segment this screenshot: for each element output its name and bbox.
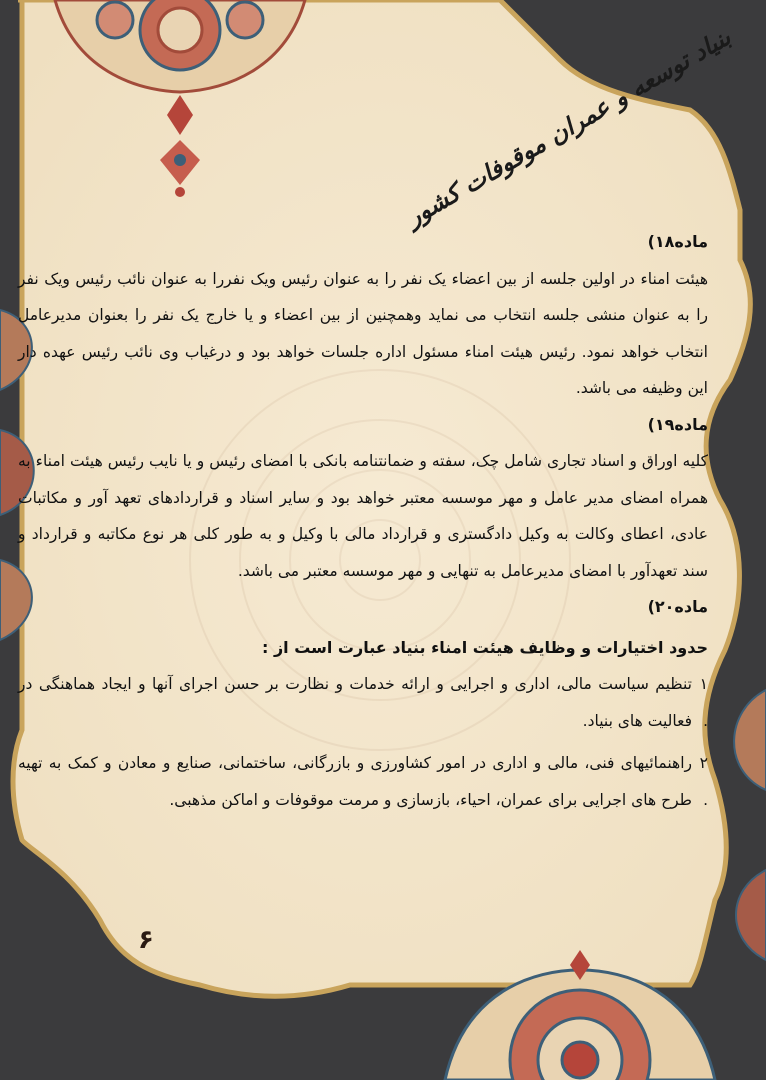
list-item-text: راهنمائیهای فنی، مالی و اداری در امور کشاورزی و بازرگانی، ساختمانی، صنایع و معادن و کمک به تهیه طرح های اجرایی برای عمران، احیاء، بازسازی و مرمت موقوفات و اماکن مذهبی. — [18, 754, 692, 809]
logo-text: بنیاد توسعه و عمران موقوفات کشور — [401, 22, 736, 232]
article-19-heading: ماده۱۹) — [647, 414, 708, 434]
foundation-logo — [401, 22, 736, 232]
bottom-ornament-icon — [445, 950, 715, 1080]
page-number: ۶ — [138, 925, 154, 955]
list-item-text: تنظیم سیاست مالی، اداری و اجرایی و ارائه خدمات و نظارت بر حسن اجرای آنها و ایجاد هماهنگی در فعالیت های بنیاد. — [18, 675, 692, 730]
list-item-number: ۲ . — [699, 754, 708, 809]
article-content — [18, 224, 708, 818]
article-18-heading: ماده۱۸) — [647, 232, 708, 251]
article-18-text: هیئت امناء در اولین جلسه از بین اعضاء یک نفر را به عنوان رئیس ویک نفررا به عنوان نائب رئیس ویک نفر را به عنوان منشی جلسه انتخاب می نماید وهمچنین از بین اعضاء و یا خارج یک نفر را بعنوان مدیرعامل انتخاب خواهد نمود. رئیس هیئت امناء مسئول اداره جلسات خواهد بود و درغیاب وی نائب رئیس عهده دار این وظیفه می باشد. — [18, 269, 708, 397]
article-20-heading: ماده۲۰) — [647, 597, 708, 616]
list-item — [18, 666, 708, 739]
top-ornament-icon — [55, 0, 305, 200]
article-19-text: کلیه اوراق و اسناد تجاری شامل چک، سفته و ضمانتنامه بانکی با امضای رئیس و یا نایب رئیس هیئت امناء به همراه امضای مدیر عامل و مهر موسسه معتبر خواهد بود و سایر اسناد و قراردادهای تعهد آور و مکاتبات عادی، اعطای وکالت به وکیل دادگستری و قرارداد مالی با وکیل و به طور کلی هر نوع مکاتبه و قرارداد و سند تعهدآور با امضای مدیرعامل به تنهایی و مهر موسسه معتبر می باشد. — [18, 452, 708, 580]
right-ornament-icon — [716, 680, 766, 980]
list-item-number: ۱ . — [699, 675, 708, 730]
article-20-intro: حدود اختیارات و وظایف هیئت امناء بنیاد عبارت است از : — [261, 637, 708, 657]
list-item — [18, 745, 708, 818]
